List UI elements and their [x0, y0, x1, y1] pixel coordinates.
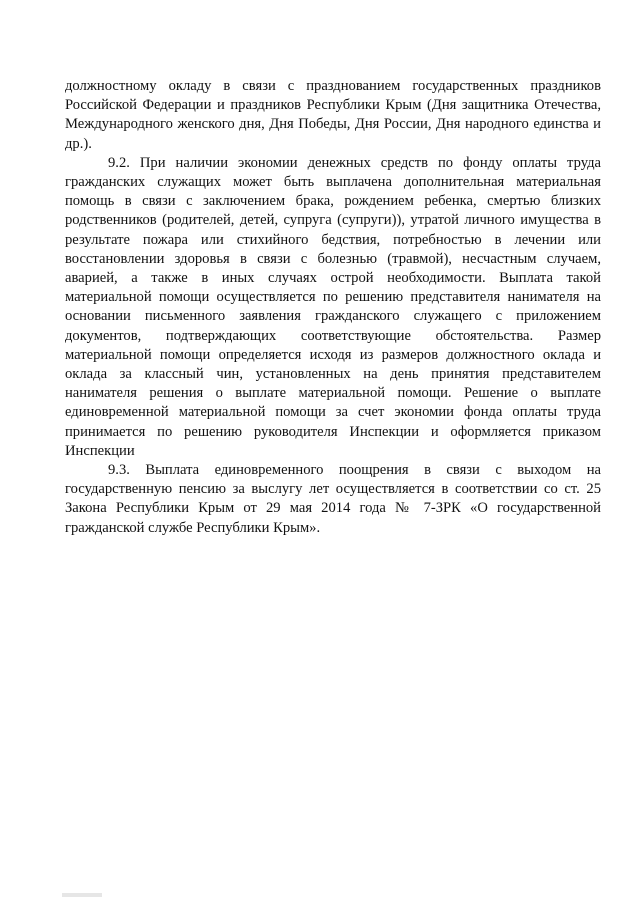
document-body — [65, 77, 601, 538]
paragraph-continued: должностному окладу в связи с празднованием государственных праздников Российской Федерации и праздников Республики Крым (Дня защитника Отечества, Международного женского дня, Дня Победы, Дня России, Дня народного единства и др.). — [65, 78, 601, 152]
scan-artifact — [62, 893, 102, 897]
paragraph-9-3: 9.3. Выплата единовременного поощрения в связи с выходом на государственную пенсию за выслугу лет осуществляется в соответствии со ст. 25 Закона Республики Крым от 29 мая 2014 года № 7-ЗРК «О государственной гражданской службе Республики Крым». — [65, 462, 601, 536]
paragraph-9-2: 9.2. При наличии экономии денежных средств по фонду оплаты труда гражданских служащих может быть выплачена дополнительная материальная помощь в связи с заключением брака, рождением ребенка, смертью близких родственников (родителей, детей, супруга (супруги)), утратой личного имущества в результате пожара или стихийного бедствия, потребностью в лечении или восстановлении здоровья в связи с болезнью (травмой), несчастным случаем, аварией, а также в иных случаях острой необходимости. Выплата такой материальной помощи осуществляется по решению представителя нанимателя на основании письменного заявления гражданского служащего с приложением документов, подтверждающих соответствующие обстоятельства. Размер материальной помощи определяется исходя из размеров должностного оклада и оклада за классный чин, установленных на день принятия представителем нанимателя решения о выплате материальной помощи. Решение о выплате единовременной материальной помощи за счет экономии фонда оплаты труда принимается по решению руководителя Инспекции и оформляется приказом Инспекции — [65, 154, 601, 459]
